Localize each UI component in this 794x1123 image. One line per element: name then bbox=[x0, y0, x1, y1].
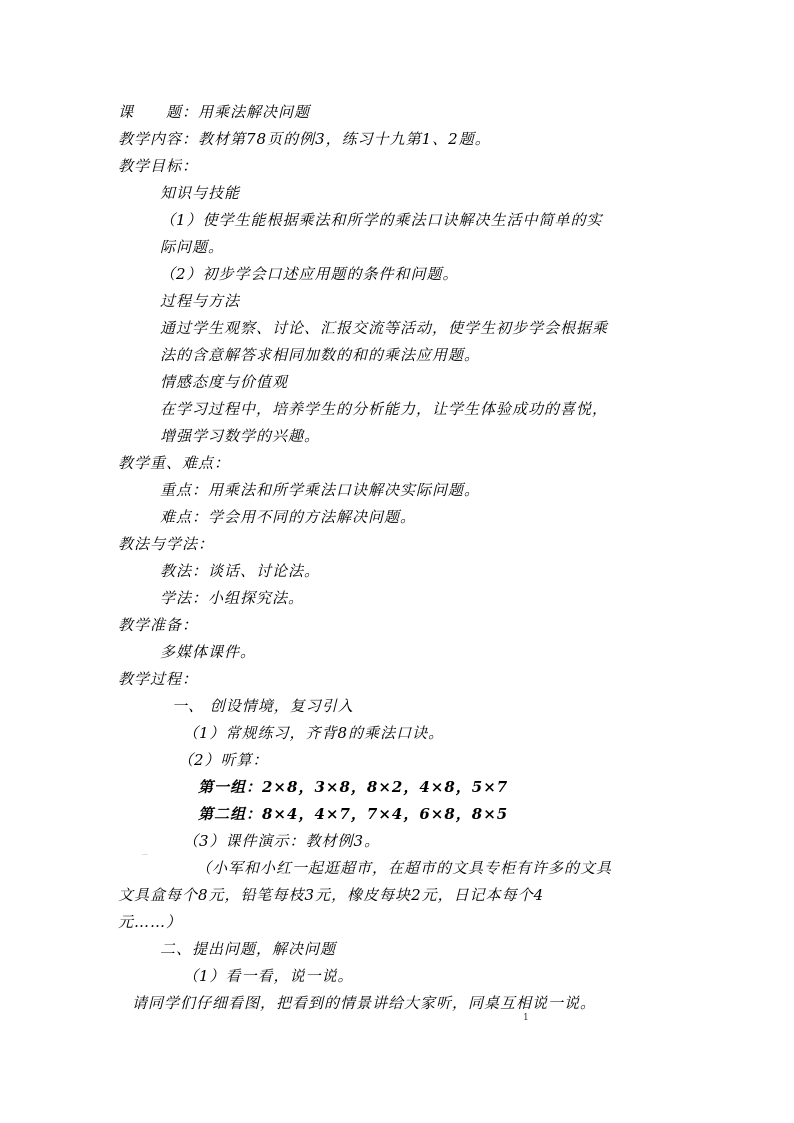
key-point-line: 重点：用乘法和所学乘法口诀解决实际问题。 bbox=[160, 481, 481, 499]
method-line: 法的含意解答求相同加数的和的乘法应用题。 bbox=[160, 346, 481, 364]
learning-method-line: 学法：小组探究法。 bbox=[160, 589, 305, 607]
process-item: （3）课件演示：教材例3。 bbox=[183, 832, 381, 850]
preparation-line: 多媒体课件。 bbox=[160, 643, 257, 661]
attitude-line: 在学习过程中，培养学生的分析能力，让学生体验成功的喜悦， bbox=[160, 400, 609, 418]
process-item: （2）听算： bbox=[178, 751, 269, 769]
section-heading-methods: 教法与学法： bbox=[118, 535, 215, 553]
scenario-line: 元……） bbox=[118, 913, 183, 931]
goal-line: （1）使学生能根据乘法和所学的乘法口诀解决生活中简单的实 bbox=[160, 211, 603, 229]
process-step-heading: 一、 创设情境，复习引入 bbox=[172, 697, 354, 715]
attitude-line: 增强学习数学的兴趣。 bbox=[160, 427, 321, 445]
lesson-title: 课 题：用乘法解决问题 bbox=[118, 103, 311, 121]
teaching-method-line: 教法：谈话、讨论法。 bbox=[160, 562, 321, 580]
subheading-attitude-values: 情感态度与价值观 bbox=[160, 373, 289, 391]
goal-line: （2）初步学会口述应用题的条件和问题。 bbox=[160, 265, 459, 283]
goal-line: 际问题。 bbox=[160, 238, 225, 256]
process-step-heading: 二、提出问题，解决问题 bbox=[160, 940, 337, 958]
scan-speck: ... bbox=[142, 850, 148, 857]
scenario-line: 文具盒每个8元，铅笔每枝3元，橡皮每块2元，日记本每个4 bbox=[118, 886, 545, 904]
subheading-process-method: 过程与方法 bbox=[160, 292, 241, 310]
difficulty-line: 难点：学会用不同的方法解决问题。 bbox=[160, 508, 417, 526]
mental-math-group-2: 第二组：8×4，4×7，7×4，6×8，8×5 bbox=[198, 805, 509, 823]
process-item: （1）常规练习，齐背8的乘法口诀。 bbox=[183, 724, 445, 742]
section-heading-preparation: 教学准备： bbox=[118, 616, 199, 634]
section-heading-process: 教学过程： bbox=[118, 670, 199, 688]
instruction-line: 请同学们仔细看图，把看到的情景讲给大家听，同桌互相说一说。 bbox=[132, 994, 597, 1012]
subheading-knowledge-skills: 知识与技能 bbox=[160, 184, 241, 202]
teaching-content: 教学内容：教材第78页的例3，练习十九第1、2题。 bbox=[118, 130, 491, 148]
section-heading-key-points: 教学重、难点： bbox=[118, 454, 231, 472]
process-item: （1）看一看，说一说。 bbox=[183, 967, 354, 985]
section-heading-teaching-goals: 教学目标： bbox=[118, 157, 199, 175]
page-number: 1 bbox=[523, 1013, 529, 1023]
mental-math-group-1: 第一组：2×8，3×8，8×2，4×8，5×7 bbox=[198, 778, 509, 796]
scenario-line: （小军和小红一起逛超市，在超市的文具专柜有许多的文具 bbox=[196, 859, 613, 877]
method-line: 通过学生观察、讨论、汇报交流等活动，使学生初步学会根据乘 bbox=[160, 319, 609, 337]
